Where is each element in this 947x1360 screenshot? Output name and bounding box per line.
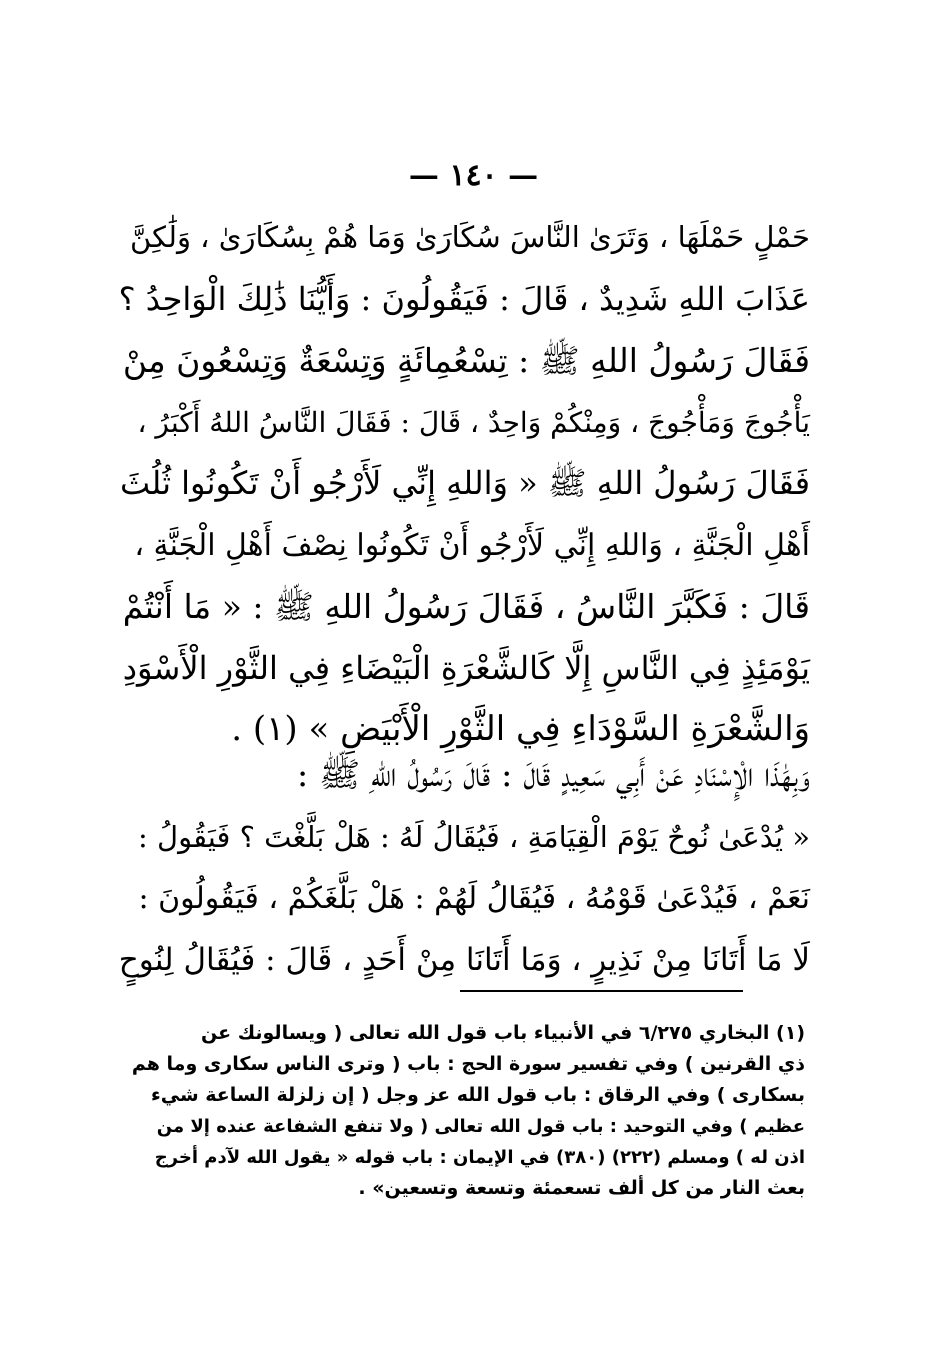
text-line: يَأْجُوجَ وَمَأْجُوجَ ، وَمِنْكُمْ وَاحِدٌ ، قَالَ : فَقَالَ النَّاسُ اللهُ أَكْبَرُ ، <box>137 405 810 439</box>
footnotes <box>125 1018 805 1204</box>
text-line: لَا مَا أَتَانَا مِنْ نَذِيرٍ ، وَمَا أَتَانَا مِنْ أَحَدٍ ، قَالَ : فَيُقَالُ لِنُوحٍ <box>118 941 810 978</box>
text-line: وَبِهَٰذَا الْإِسْنَادِ عَنْ أَبِي سَعِيدٍ قَالَ : قَالَ رَسُولُ اللهِ ﷺ : <box>296 755 810 795</box>
text-line: قَالَ : فَكَبَّرَ النَّاسُ ، فَقَالَ رَسُولُ اللهِ ﷺ : « مَا أَنْتُمْ <box>122 587 810 626</box>
footnote-line: اذن له ) ومسلم (٢٢٢) (٣٨٠) في الإيمان : باب قوله « يقول الله لآدم أخرج <box>154 1147 805 1168</box>
footnote-line: بعث النار من كل ألف تسعمئة وتسعة وتسعين» . <box>358 1177 805 1199</box>
footnote-line: ذي القرنين ) وفي تفسير سورة الحج : باب ( وترى الناس سكارى وما هم <box>131 1053 805 1075</box>
text-line: نَعَمْ ، فَيُدْعَىٰ قَوْمُهُ ، فَيُقَالُ لَهُمْ : هَلْ بَلَّغَكُمْ ، فَيَقُولُونَ : <box>138 881 810 916</box>
footnote-line: (١) البخاري ٦/٢٧٥ في الأنبياء باب قول الله تعالى ( ويسالونك عن <box>201 1022 805 1044</box>
text-line: عَذَابَ اللهِ شَدِيدٌ ، قَالَ : فَيَقُولُونَ : وَأَيُّنَا ذَٰلِكَ الْوَاحِدُ ؟ <box>118 279 810 318</box>
paragraph-2 <box>118 745 810 991</box>
text-line: يَوْمَئِذٍ فِي النَّاسِ إِلَّا كَالشَّعْرَةِ الْبَيْضَاءِ فِي الثَّوْرِ الْأَسْوَدِ <box>122 648 810 687</box>
text-line: أَهْلِ الْجَنَّةِ ، وَاللهِ إِنِّي لَأَرْجُو أَنْ تَكُونُوا نِصْفَ أَهْلِ الْجَنَّةِ ، <box>134 527 810 563</box>
paragraph-1 <box>118 207 810 761</box>
footnote-line: عظيم ) وفي التوحيد : باب قول الله تعالى ( ولا تنفع الشفاعة عنده إلا من <box>156 1116 805 1137</box>
text-line: فَقَالَ رَسُولُ اللهِ ﷺ : تِسْعُمِائَةٍ وَتِسْعَةٌ وَتِسْعُونَ مِنْ <box>122 341 810 380</box>
text-line: فَقَالَ رَسُولُ اللهِ ﷺ « وَاللهِ إِنِّي لَأَرْجُو أَنْ تَكُونُوا ثُلُثَ <box>120 464 810 502</box>
footnote-line: بسكارى ) وفي الرقاق : باب قول الله عز وجل ( إن زلزلة الساعة شيء <box>151 1084 805 1106</box>
page-number: — ١٤٠ — <box>408 158 539 193</box>
footnote-divider <box>460 990 743 992</box>
text-line: « يُدْعَىٰ نُوحٌ يَوْمَ الْقِيَامَةِ ، فَيُقَالُ لَهُ : هَلْ بَلَّغْتَ ؟ فَيَقُولُ : <box>138 819 810 854</box>
text-line: وَالشَّعْرَةِ السَّوْدَاءِ فِي الثَّوْرِ الْأَبْيَضِ » (١) . <box>231 709 810 749</box>
text-line: حَمْلٍ حَمْلَهَا ، وَتَرَىٰ النَّاسَ سُكَارَىٰ وَمَا هُمْ بِسُكَارَىٰ ، وَلَٰكِنَّ <box>130 220 810 254</box>
